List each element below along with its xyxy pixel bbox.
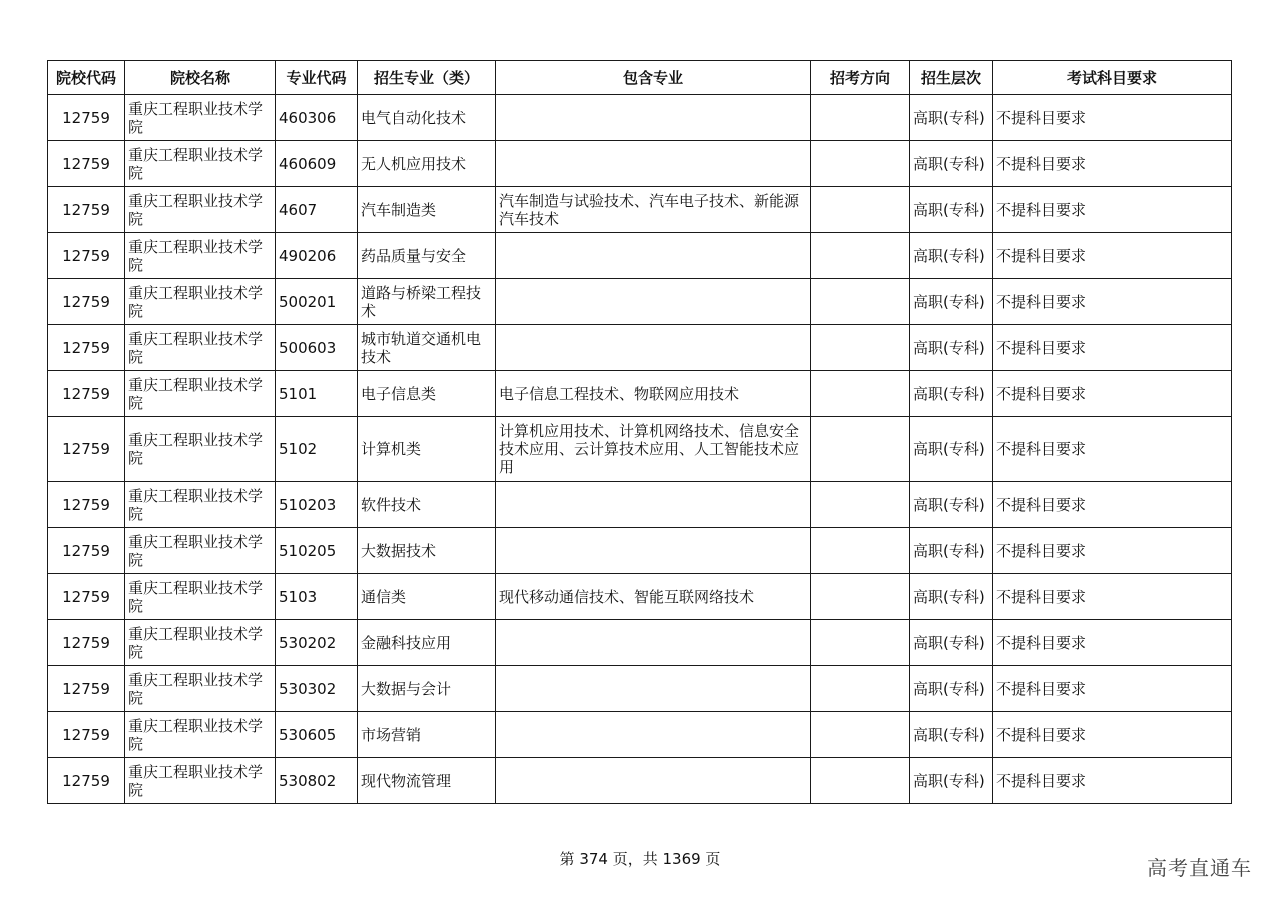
table-row: [48, 712, 1232, 758]
cell-subject-requirement: 不提科目要求: [993, 279, 1232, 325]
cell-direction: [811, 187, 910, 233]
cell-level: 高职(专科): [910, 482, 993, 528]
cell-direction: [811, 712, 910, 758]
cell-school-name: 重庆工程职业技术学院: [125, 325, 276, 371]
cell-included-majors: 现代移动通信技术、智能互联网络技术: [496, 574, 811, 620]
cell-subject-requirement: 不提科目要求: [993, 666, 1232, 712]
cell-level: 高职(专科): [910, 325, 993, 371]
cell-school-code: 12759: [48, 620, 125, 666]
cell-direction: [811, 482, 910, 528]
cell-school-code: 12759: [48, 417, 125, 482]
admissions-table: [47, 60, 1232, 804]
cell-major-code: 530802: [276, 758, 358, 804]
table-row: [48, 666, 1232, 712]
cell-included-majors: [496, 528, 811, 574]
cell-school-name: 重庆工程职业技术学院: [125, 141, 276, 187]
header-direction: 招考方向: [811, 61, 910, 95]
admissions-table-container: [47, 60, 1231, 804]
cell-direction: [811, 233, 910, 279]
cell-school-name: 重庆工程职业技术学院: [125, 666, 276, 712]
cell-level: 高职(专科): [910, 233, 993, 279]
cell-major: 市场营销: [358, 712, 496, 758]
cell-school-name: 重庆工程职业技术学院: [125, 528, 276, 574]
cell-school-code: 12759: [48, 712, 125, 758]
cell-school-code: 12759: [48, 482, 125, 528]
header-included-majors: 包含专业: [496, 61, 811, 95]
table-row: [48, 371, 1232, 417]
cell-included-majors: 汽车制造与试验技术、汽车电子技术、新能源汽车技术: [496, 187, 811, 233]
cell-level: 高职(专科): [910, 187, 993, 233]
cell-school-name: 重庆工程职业技术学院: [125, 482, 276, 528]
cell-major: 软件技术: [358, 482, 496, 528]
table-row: [48, 482, 1232, 528]
cell-included-majors: 电子信息工程技术、物联网应用技术: [496, 371, 811, 417]
cell-included-majors: [496, 233, 811, 279]
cell-school-code: 12759: [48, 233, 125, 279]
cell-major-code: 500603: [276, 325, 358, 371]
cell-school-code: 12759: [48, 371, 125, 417]
cell-direction: [811, 620, 910, 666]
cell-direction: [811, 141, 910, 187]
cell-school-name: 重庆工程职业技术学院: [125, 187, 276, 233]
cell-major-code: 460609: [276, 141, 358, 187]
cell-level: 高职(专科): [910, 666, 993, 712]
cell-major-code: 530302: [276, 666, 358, 712]
cell-major-code: 4607: [276, 187, 358, 233]
cell-level: 高职(专科): [910, 95, 993, 141]
cell-included-majors: [496, 666, 811, 712]
cell-subject-requirement: 不提科目要求: [993, 325, 1232, 371]
table-row: [48, 187, 1232, 233]
cell-included-majors: [496, 279, 811, 325]
cell-major-code: 500201: [276, 279, 358, 325]
cell-direction: [811, 574, 910, 620]
cell-direction: [811, 95, 910, 141]
cell-direction: [811, 417, 910, 482]
cell-level: 高职(专科): [910, 620, 993, 666]
cell-major: 大数据技术: [358, 528, 496, 574]
cell-subject-requirement: 不提科目要求: [993, 528, 1232, 574]
table-row: [48, 758, 1232, 804]
cell-major-code: 530202: [276, 620, 358, 666]
cell-major: 电气自动化技术: [358, 95, 496, 141]
cell-school-code: 12759: [48, 279, 125, 325]
cell-included-majors: [496, 482, 811, 528]
cell-major: 城市轨道交通机电技术: [358, 325, 496, 371]
cell-subject-requirement: 不提科目要求: [993, 574, 1232, 620]
cell-school-name: 重庆工程职业技术学院: [125, 371, 276, 417]
cell-major-code: 460306: [276, 95, 358, 141]
cell-school-name: 重庆工程职业技术学院: [125, 279, 276, 325]
cell-school-code: 12759: [48, 95, 125, 141]
table-header-row: [48, 61, 1232, 95]
page-number: 第 374 页，共 1369 页: [559, 850, 721, 868]
cell-school-name: 重庆工程职业技术学院: [125, 574, 276, 620]
cell-included-majors: [496, 712, 811, 758]
cell-major-code: 5102: [276, 417, 358, 482]
cell-included-majors: [496, 758, 811, 804]
header-major-code: 专业代码: [276, 61, 358, 95]
cell-major-code: 510203: [276, 482, 358, 528]
cell-subject-requirement: 不提科目要求: [993, 371, 1232, 417]
table-row: [48, 325, 1232, 371]
cell-major: 无人机应用技术: [358, 141, 496, 187]
header-subject-requirement: 考试科目要求: [993, 61, 1232, 95]
cell-major-code: 510205: [276, 528, 358, 574]
cell-included-majors: [496, 325, 811, 371]
watermark-text: 高考直通车: [1147, 856, 1252, 880]
cell-school-code: 12759: [48, 141, 125, 187]
cell-major: 计算机类: [358, 417, 496, 482]
header-level: 招生层次: [910, 61, 993, 95]
cell-major: 现代物流管理: [358, 758, 496, 804]
cell-school-name: 重庆工程职业技术学院: [125, 417, 276, 482]
cell-included-majors: [496, 95, 811, 141]
table-row: [48, 528, 1232, 574]
table-row: [48, 95, 1232, 141]
cell-direction: [811, 325, 910, 371]
cell-subject-requirement: 不提科目要求: [993, 95, 1232, 141]
cell-major: 药品质量与安全: [358, 233, 496, 279]
header-major: 招生专业（类）: [358, 61, 496, 95]
cell-major: 道路与桥梁工程技术: [358, 279, 496, 325]
cell-subject-requirement: 不提科目要求: [993, 620, 1232, 666]
table-row: [48, 417, 1232, 482]
cell-level: 高职(专科): [910, 758, 993, 804]
cell-major: 电子信息类: [358, 371, 496, 417]
cell-direction: [811, 528, 910, 574]
cell-major-code: 5101: [276, 371, 358, 417]
cell-subject-requirement: 不提科目要求: [993, 482, 1232, 528]
cell-level: 高职(专科): [910, 371, 993, 417]
cell-level: 高职(专科): [910, 141, 993, 187]
cell-major: 通信类: [358, 574, 496, 620]
cell-school-code: 12759: [48, 758, 125, 804]
table-body: [48, 95, 1232, 804]
table-row: [48, 279, 1232, 325]
table-row: [48, 233, 1232, 279]
cell-direction: [811, 279, 910, 325]
cell-major-code: 530605: [276, 712, 358, 758]
table-row: [48, 620, 1232, 666]
cell-level: 高职(专科): [910, 528, 993, 574]
cell-school-name: 重庆工程职业技术学院: [125, 620, 276, 666]
header-school-code: 院校代码: [48, 61, 125, 95]
cell-level: 高职(专科): [910, 712, 993, 758]
cell-school-code: 12759: [48, 325, 125, 371]
table-row: [48, 141, 1232, 187]
cell-school-code: 12759: [48, 666, 125, 712]
cell-major: 汽车制造类: [358, 187, 496, 233]
cell-level: 高职(专科): [910, 417, 993, 482]
cell-school-name: 重庆工程职业技术学院: [125, 712, 276, 758]
cell-school-code: 12759: [48, 187, 125, 233]
cell-included-majors: [496, 620, 811, 666]
cell-school-name: 重庆工程职业技术学院: [125, 233, 276, 279]
cell-included-majors: 计算机应用技术、计算机网络技术、信息安全技术应用、云计算技术应用、人工智能技术应用: [496, 417, 811, 482]
cell-subject-requirement: 不提科目要求: [993, 712, 1232, 758]
cell-school-code: 12759: [48, 574, 125, 620]
cell-subject-requirement: 不提科目要求: [993, 141, 1232, 187]
cell-major-code: 5103: [276, 574, 358, 620]
cell-direction: [811, 758, 910, 804]
cell-level: 高职(专科): [910, 279, 993, 325]
cell-school-name: 重庆工程职业技术学院: [125, 95, 276, 141]
cell-subject-requirement: 不提科目要求: [993, 233, 1232, 279]
cell-major: 金融科技应用: [358, 620, 496, 666]
cell-subject-requirement: 不提科目要求: [993, 417, 1232, 482]
table-row: [48, 574, 1232, 620]
cell-subject-requirement: 不提科目要求: [993, 187, 1232, 233]
cell-level: 高职(专科): [910, 574, 993, 620]
cell-major: 大数据与会计: [358, 666, 496, 712]
cell-included-majors: [496, 141, 811, 187]
header-school-name: 院校名称: [125, 61, 276, 95]
cell-subject-requirement: 不提科目要求: [993, 758, 1232, 804]
cell-direction: [811, 666, 910, 712]
cell-school-name: 重庆工程职业技术学院: [125, 758, 276, 804]
cell-direction: [811, 371, 910, 417]
cell-major-code: 490206: [276, 233, 358, 279]
cell-school-code: 12759: [48, 528, 125, 574]
